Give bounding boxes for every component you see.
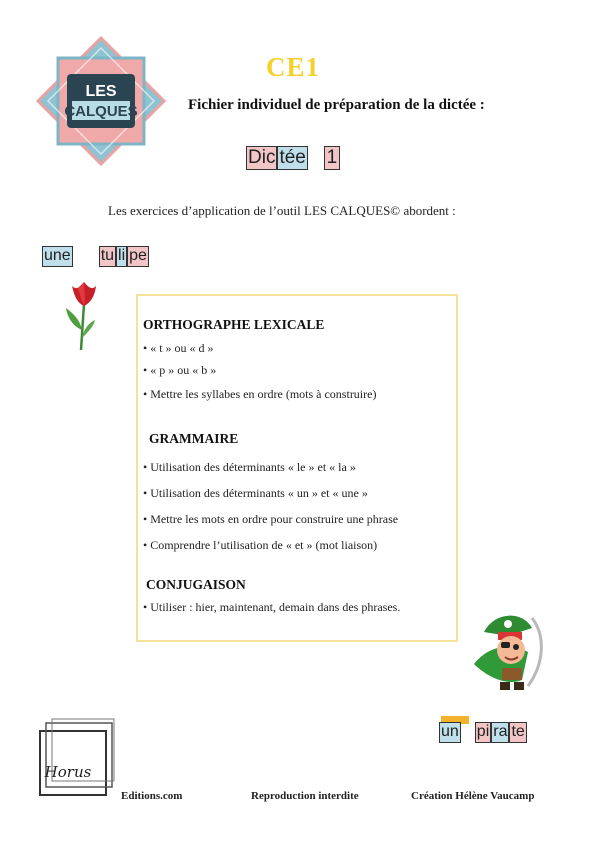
horus-logo-text: Horus	[44, 763, 92, 781]
syllable-tile: Dic	[248, 147, 276, 168]
list-item: • Mettre les syllabes en ordre (mots à construire)	[143, 387, 377, 401]
footer-editions: Editions.com	[121, 790, 183, 802]
page-subtitle: Fichier individuel de préparation de la dictée :	[188, 97, 485, 113]
les-calques-logo	[34, 34, 168, 168]
list-item: • Utilisation des déterminants « un » et « une »	[143, 486, 368, 500]
syllable-tile: pe	[127, 246, 149, 267]
syllable-tile: tu	[99, 246, 116, 267]
section-title-grammaire: GRAMMAIRE	[149, 431, 239, 446]
syllable-tile: li	[116, 246, 127, 267]
syllable-tile: un	[439, 722, 461, 743]
logo-text-les: LES	[85, 83, 117, 100]
pirate-word-tiles	[439, 722, 527, 743]
syllable-tile: une	[42, 246, 73, 267]
syllable-tile: ra	[491, 722, 509, 743]
pirate-icon	[470, 606, 550, 694]
list-item: • Utiliser : hier, maintenant, demain dans des phrases.	[143, 600, 401, 614]
list-item: • Utilisation des déterminants « le » et « la »	[143, 460, 356, 474]
tulip-word-tiles	[42, 246, 149, 267]
tulip-icon	[64, 280, 104, 352]
horus-logo	[38, 717, 118, 799]
intro-text: Les exercices d’application de l’outil LES CALQUES© abordent :	[108, 203, 456, 218]
list-item: • Mettre les mots en ordre pour construire une phrase	[143, 512, 399, 526]
grade-title: CE1	[266, 52, 321, 82]
footer-reproduction: Reproduction interdite	[251, 790, 359, 802]
list-item: • Comprendre l’utilisation de « et » (mot liaison)	[143, 538, 378, 552]
topics-box	[136, 294, 458, 642]
logo-text-calques: CALQUES	[64, 103, 138, 120]
syllable-tile: pi	[475, 722, 491, 743]
syllable-tile: te	[509, 722, 526, 743]
section-title-conjugaison: CONJUGAISON	[146, 577, 246, 592]
dictee-title-tiles	[246, 146, 340, 170]
syllable-tile: tée	[279, 147, 306, 168]
list-item: • « p » ou « b »	[143, 363, 217, 377]
list-item: • « t » ou « d »	[143, 341, 214, 355]
section-title-orthographe: ORTHOGRAPHE LEXICALE	[143, 317, 325, 332]
footer-creation: Création Hélène Vaucamp	[411, 790, 535, 802]
number-tile: 1	[324, 146, 340, 170]
